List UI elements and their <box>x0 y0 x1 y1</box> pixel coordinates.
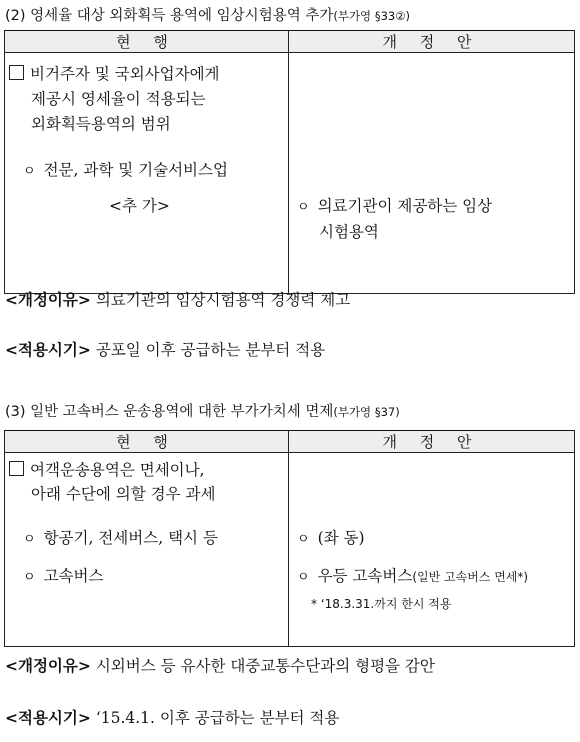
current-cell: 비거주자 및 국외사업자에게 제공시 영세율이 적용되는 외화획득용역의 범위 ㅇ 전문, 과학 및 기술서비스업 <추 가> <box>5 53 289 294</box>
checkbox-icon <box>9 461 24 476</box>
bullet-icon: ㅇ <box>23 570 36 585</box>
header-current: 현 행 <box>5 31 289 53</box>
comparison-table-2 <box>4 30 575 294</box>
reason-3: <개정이유> 시외버스 등 유사한 대중교통수단과의 형평을 감안 <box>5 657 435 675</box>
bullet-icon: ㅇ <box>297 570 310 585</box>
header-revised: 개 정 안 <box>289 31 575 53</box>
revised-cell: ㅇ (좌 동) ㅇ 우등 고속버스(일반 고속버스 면세*) * ‘18.3.31.까지 한시 적용 <box>289 453 575 647</box>
bullet-icon: ㅇ <box>297 532 310 547</box>
section-2-title: (2) 영세율 대상 외화획득 용역에 임상시험용역 추가(부가영 §33②) <box>5 8 410 24</box>
bullet-icon: ㅇ <box>23 532 36 547</box>
revised-cell: ㅇ 의료기관이 제공하는 임상 시험용역 <box>289 53 575 294</box>
timing-3: <적용시기> ‘15.4.1. 이후 공급하는 분부터 적용 <box>5 709 340 727</box>
timing-2: <적용시기> 공포일 이후 공급하는 분부터 적용 <box>5 341 326 359</box>
header-revised: 개 정 안 <box>289 431 575 453</box>
bullet-icon: ㅇ <box>297 200 310 215</box>
add-placeholder: <추 가> <box>109 197 170 215</box>
section-3-title: (3) 일반 고속버스 운송용역에 대한 부가가치세 면제(부가영 §37) <box>5 404 400 420</box>
current-cell: 여객운송용역은 면세이나, 아래 수단에 의할 경우 과세 ㅇ 항공기, 전세버스, 택시 등 ㅇ 고속버스 <box>5 453 289 647</box>
checkbox-icon <box>9 65 24 80</box>
bullet-icon: ㅇ <box>23 164 36 179</box>
header-current: 현 행 <box>5 431 289 453</box>
footnote: * ‘18.3.31.까지 한시 적용 <box>311 597 452 611</box>
comparison-table-3 <box>4 430 575 647</box>
reason-2: <개정이유> 의료기관의 임상시험용역 경쟁력 제고 <box>5 291 351 309</box>
